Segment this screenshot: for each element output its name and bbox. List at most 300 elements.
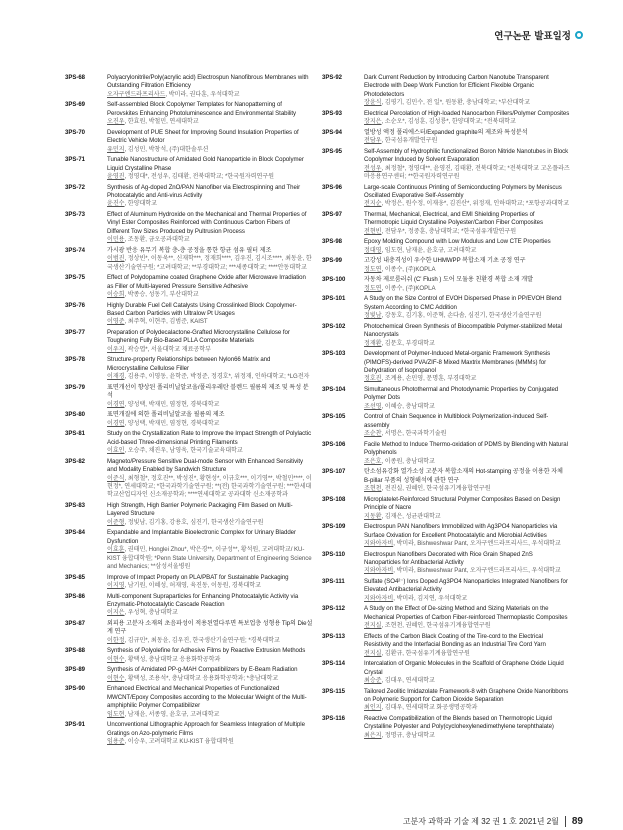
entry-affiliation: , 조동환, 금오공과대학교 (124, 236, 190, 244)
entry-title: Electrospun Nanofibers Decorated with Rice Grain Shaped ZnS Nanoparticles for Antibacterial Activity (364, 550, 533, 566)
entry-presenter: 조순찬 (364, 430, 382, 438)
entry-authors (107, 146, 313, 154)
entry-affiliation: , 권태민, Honglei Zhou*, 박은경**, 이규성**, 황석원, 고려대학교/ KU-KIST 융합대학원; *Penn State University, Department of Engineering Science and Mechanics; **삼성서울병원 (107, 546, 312, 570)
entry-code: 3PS-104 (322, 387, 346, 394)
entry-affiliation: , 강동호, 김기홍, 이준혁, 손다솜, 심진기, 한국생산기술연구원 (381, 312, 542, 320)
entry-presenter: 윤진수 (107, 200, 125, 208)
entry-authors (364, 540, 570, 548)
entry-body (364, 386, 570, 411)
entry-authors (364, 513, 570, 521)
entry-code: 3PS-70 (65, 129, 86, 136)
entry-authors (107, 546, 313, 571)
entry-code: 3PS-96 (322, 184, 343, 191)
entry-presenter: 조은호 (364, 457, 382, 465)
entry-authors (107, 609, 313, 617)
entry-body (107, 329, 313, 354)
program-entry (322, 211, 570, 236)
entry-body (364, 74, 570, 108)
entry-presenter: 전지순 (364, 200, 382, 208)
entry-body (364, 276, 570, 293)
entry-affiliation: , 남기원, 이혜성, 허재영, 육진동, 이동원, 경북대학교 (124, 581, 261, 589)
entry-affiliation: , 조현천, 권혜인, 한국섬유기계융합연구원 (381, 622, 491, 630)
entry-presenter: 이지은 (107, 609, 125, 617)
entry-body (107, 156, 313, 181)
entry-title: 열방성 액정 폴리에스터/Expanded graphite의 제조와 특성분석 (364, 128, 528, 136)
entry-body (107, 101, 313, 126)
entry-authors (107, 738, 313, 746)
entry-authors (364, 430, 570, 438)
entry-code: 3PS-92 (322, 75, 343, 81)
entry-authors (107, 173, 313, 181)
entry-body (364, 413, 570, 438)
program-entry (322, 468, 570, 493)
program-entry (65, 302, 313, 327)
entry-authors (107, 656, 313, 664)
program-entry (322, 633, 570, 658)
entry-presenter: 최인지 (364, 704, 382, 712)
entry-body (364, 551, 570, 576)
entry-body (364, 496, 570, 521)
entry-authors (364, 732, 570, 740)
entry-authors (364, 118, 570, 126)
right-column (322, 74, 570, 742)
entry-authors (364, 340, 570, 348)
entry-body (364, 257, 570, 274)
entry-affiliation: , 김용주, 이영동, 윤학준, 박정준, 정경호*, 위정재, 인하대학교; *LG전자 (124, 373, 310, 381)
program-entry (322, 276, 570, 293)
entry-affiliation: , 정상빈*, 이동욱**, 신재학***, 정재희****, 김우진, 김시조****, 최동윤, 한국생산기술연구원; *고려대학교; **부경대학교; ***세종대학교; ****안동대학교 (107, 255, 312, 271)
entry-title: Electrospun PAN Nanofibers Immobilized with Ag3PO4 Nanoparticles via Surface Oxivation for Excellent Photocatalytic and Microbial Activities (364, 523, 558, 539)
footer-divider (565, 816, 566, 827)
entry-affiliation: , 이종수, (주)KOPLA (381, 284, 436, 292)
program-entry (322, 257, 570, 274)
entry-authors (364, 285, 570, 293)
entry-code: 3PS-82 (65, 458, 86, 465)
entry-body (107, 593, 313, 618)
entry-title: Self-assembled Block Copolymer Templates for Nanopatterning of Perovskites Enhancing Photoluminescence and Environmental Stability (107, 101, 297, 117)
entry-presenter: 정대영 (364, 246, 382, 254)
entry-code: 3PS-89 (65, 667, 86, 674)
entry-title: Self-Assembly of Hydrophilic functionalized Boron Nitride Nanotubes in Block Copolymer Induced by Solvent Evaporation (364, 147, 569, 164)
entry-affiliation: , 최형철*, 정호진**, 박성진*, 황현성*, 이규호***, 이기영**, 박철민****, 이현정*, 연세대학교; *한국과학기술연구원; **(전) 한국과학기술연구원; ***한세대학교산업디자인 신소재공학과; ****연세대학교 공과대학 신소재공학과 (107, 474, 312, 499)
entry-authors (107, 255, 313, 272)
entry-title: Facile Method to Induce Thermo-oxidation of PDMS by Blending with Natural Polyphenols (364, 440, 568, 457)
program-entry (65, 156, 313, 181)
entry-body (364, 660, 570, 685)
entry-presenter: 이한정 (107, 636, 125, 644)
entry-presenter: 지동환 (364, 512, 382, 520)
entry-affiliation: , 임도현, 남재윤, 윤호규, 고려대학교 (381, 246, 477, 254)
entry-affiliation: , 김환규, 한국섬유기계융합연구원 (381, 649, 470, 657)
entry-presenter: 임용준 (107, 737, 125, 745)
entry-body (107, 529, 313, 571)
entry-authors (107, 401, 313, 409)
entry-code: 3PS-79 (65, 384, 86, 391)
program-entry (65, 502, 313, 527)
entry-authors (364, 312, 570, 320)
program-entry (322, 578, 570, 603)
entry-title: Development of Polymer-Induced Metal-organic Framework Synthesis (PIMOFS)-derived PVA/ZIF-8 Mixed Maxtrix Membranes (MMMs) for Dehydration of Isopropanol (364, 350, 551, 375)
entry-body (107, 129, 313, 154)
entry-affiliation: , 최정철*, 정영대**, 윤영진, 김태환, 전북대학교; *전북대학교 고온플라즈마응용연구센터; **한국원자력연구원 (364, 164, 570, 181)
entry-affiliation: , 김대우, 연세대학교 (381, 676, 435, 684)
entry-code: 3PS-116 (322, 715, 346, 722)
program-entry (65, 384, 313, 409)
program-entry (322, 605, 570, 630)
entry-presenter: 이범진 (107, 255, 125, 263)
program-entry (322, 413, 570, 438)
entry-code: 3PS-111 (322, 578, 345, 585)
entry-presenter: 이영준 (107, 318, 125, 326)
program-entry (322, 295, 570, 320)
entry-code: 3PS-100 (322, 277, 346, 284)
entry-title: Effect of Aluminum Hydroxide on the Mechanical and Thermal Properties of Vinyl Ester Composites Reinforced with Continuous Carbon Fibers of Different Tow Sizes Produced by Pultrusion Process (107, 211, 307, 235)
program-entry (65, 211, 313, 245)
entry-title: 고강성 내충격성이 우수한 UHMWPP 복합소재 기초 공정 연구 (364, 257, 526, 265)
entry-code: 3PS-81 (65, 431, 86, 438)
entry-body (107, 685, 313, 719)
entry-authors (107, 373, 313, 381)
entry-presenter: 조선영 (364, 402, 382, 410)
entry-body (107, 502, 313, 527)
entry-code: 3PS-75 (65, 275, 86, 282)
entry-body (364, 350, 570, 384)
entry-code: 3PS-107 (322, 469, 346, 476)
entry-presenter: 이민용 (107, 236, 125, 244)
left-column (65, 74, 313, 749)
entry-body (364, 211, 570, 236)
entry-authors (364, 403, 570, 411)
program-entry (322, 688, 570, 713)
program-entry (65, 184, 313, 209)
entry-title: Effects of the Carbon Black Coating of the Tire-cord to the Electrical Resistivity and the Interfacial Bonding as an Industrial Tire Cord Yarn (364, 632, 546, 649)
entry-affiliation: , 김문호, 부경대학교 (381, 339, 435, 347)
entry-affiliation: , 이승우, 고려대학교 KU-KIST 융합대학원 (124, 737, 234, 745)
entry-body (107, 666, 313, 683)
entry-affiliation: , 정빛남, 김기홍, 강용호, 심진기, 한국생산기술연구원 (124, 518, 264, 526)
entry-title: Photochemical Green Synthesis of Biocompatible Polymer-stabilized Metal Nanocrystals (364, 322, 562, 339)
entry-title: Tailored Zeolitic Imidazolate Framework-8 with Graphene Oxide Nanoribbons on Polymeric Support for Carbon Dioxide Separation (364, 687, 569, 703)
entry-affiliation: , 서명은, 한국과학기술원 (381, 430, 447, 438)
entry-authors (364, 375, 570, 383)
entry-body (364, 523, 570, 548)
entry-affiliation: , 남재윤, 서종영, 윤호규, 고려대학교 (124, 710, 220, 718)
entry-code: 3PS-94 (322, 129, 343, 136)
program-entry (322, 74, 570, 108)
program-entry (65, 647, 313, 664)
entry-presenter: 전지실 (364, 649, 382, 657)
entry-authors (364, 228, 570, 236)
entry-affiliation: , 양성택, 박재민, 염정현, 경북대학교 (124, 419, 220, 427)
entry-body (107, 211, 313, 245)
entry-code: 3PS-109 (322, 524, 346, 531)
entry-affiliation: , 양성택, 박재민, 염정현, 경북대학교 (124, 400, 220, 408)
entry-authors (364, 247, 570, 255)
entry-code: 3PS-87 (65, 620, 86, 627)
program-entry (65, 274, 313, 299)
entry-title: Tunable Nanostructure of Amidated Gold Nanoparticle in Block Copolymer Liquid Crystalline Phase (107, 156, 304, 172)
entry-title: A Study on the Size Control of EVOH Dispersed Phase in PP/EVOH Blend System According to CMC Addition (364, 295, 562, 311)
entry-body (364, 633, 570, 658)
program-entry (322, 441, 570, 466)
entry-code: 3PS-97 (322, 212, 343, 219)
entry-code: 3PS-91 (65, 722, 86, 729)
program-entry (65, 458, 313, 500)
program-entry (322, 715, 570, 740)
entry-title: Development of PUE Sheet for Improving Sound Insulation Properties of Electric Vehicle Motor (107, 128, 299, 145)
entry-code: 3PS-76 (65, 302, 86, 309)
entry-body (107, 302, 313, 327)
entry-presenter: 윤영진 (107, 173, 125, 181)
entry-body (107, 721, 313, 746)
entry-authors (107, 346, 313, 354)
entry-presenter: 정도연 (364, 284, 382, 292)
entry-presenter: 전담우 (364, 137, 382, 145)
entry-code: 3PS-72 (65, 184, 86, 191)
entry-affiliation: , 박정은, 원수정, 이재웅*, 김진산*, 위정재, 인하대학교; *포항공과대학교 (381, 200, 570, 208)
entry-code: 3PS-105 (322, 414, 346, 421)
entry-affiliation: , 조계용, 손민영, 문명훈, 부경대학교 (381, 375, 477, 383)
entry-affiliation: , 전담우*, 정중훈, 충남대학교; *한국섬유개발연구원 (381, 227, 517, 235)
entry-presenter: 임도현 (107, 710, 125, 718)
entry-title: Large-scale Continuous Printing of Semiconducting Polymers by Meniscus Oscillated Evaporative Self-Assembly (364, 183, 562, 200)
circle-icon (575, 31, 583, 39)
entry-title: Highly Durable Fuel Cell Catalysts Using Crosslinked Block Copolymer-Based Carbon Particles with Ultralow Pt Usages (107, 301, 297, 318)
program-entry (65, 411, 313, 428)
entry-code: 3PS-80 (65, 412, 86, 419)
entry-authors (107, 91, 313, 99)
entry-code: 3PS-113 (322, 633, 346, 640)
entry-body (107, 356, 313, 381)
entry-presenter: 오진우 (107, 118, 125, 126)
program-entry (65, 593, 313, 618)
entry-title: Multi-component Supraparticles for Enhancing Photocatalytic Activity via Enzymatic-Photocatalytic Cascade Reaction (107, 592, 299, 608)
entry-authors (107, 447, 313, 455)
entry-presenter: 조현천 (364, 485, 382, 493)
program-entry (322, 184, 570, 209)
entry-code: 3PS-110 (322, 551, 346, 558)
entry-title: Reactive Compatibilization of the Blends based on Thermotropic Liquid Crystalline Polyester and Poly(cyclohexylenedimethylene terephthalate) (364, 714, 554, 731)
entry-presenter: 이현수 (107, 674, 125, 682)
entry-authors (107, 637, 313, 645)
entry-code: 3PS-77 (65, 330, 86, 337)
entry-authors (364, 458, 570, 466)
entry-authors (364, 595, 570, 603)
entry-code: 3PS-90 (65, 686, 86, 693)
program-entry (322, 129, 570, 146)
entry-title: Intercalation of Organic Molecules in the Scaffold of Graphene Oxide Liquid Crystal (364, 660, 564, 676)
entry-title: Structure-property Relationships between Nylon66 Matrix and Microcrystalline Cellulose Filler (107, 356, 271, 372)
entry-code: 3PS-86 (65, 593, 86, 600)
program-entry (65, 685, 313, 719)
entry-code: 3PS-69 (65, 102, 86, 109)
entry-title: Polyacrylonitrile/Poly(acrylic acid) Electrospun Nanofibrous Membranes with Outstanding Filtration Efficiency (107, 74, 309, 90)
entry-title: Enhanced Electrical and Mechanical Properties of Functionalized MWCNT/Epoxy Composites according to the Molecular Weight of the Multi-amphiphilic Polymer Compatibilizer (107, 685, 307, 710)
entry-body (107, 574, 313, 591)
entry-presenter: 전현빈 (364, 227, 382, 235)
journal-info: 고분자 과학과 기술 제 32 권 1 호 2021년 2월 (402, 817, 559, 826)
entry-affiliation: , 김규민*, 최동윤, 김우진, 한국생산기술연구원; *경북대학교 (124, 636, 280, 644)
entry-affiliation: , 한효원, 박철민, 연세대학교 (124, 118, 199, 126)
entry-body (107, 384, 313, 409)
entry-code: 3PS-102 (322, 323, 346, 330)
program-entry (65, 356, 313, 381)
entry-presenter: 최승준 (364, 676, 382, 684)
entry-body (107, 458, 313, 500)
program-entry (65, 529, 313, 571)
entry-presenter: 전성우 (364, 164, 382, 172)
entry-authors (107, 200, 313, 208)
entry-body (107, 184, 313, 209)
page-number: 89 (571, 816, 583, 827)
entry-title: 탄소섬유강화 열가소성 고분자 복합소재의 Hot-stamping 공정을 이용한 자체 B-pillar 부품의 성형해석에 관한 연구 (364, 468, 563, 484)
entry-presenter: 유민지 (107, 145, 125, 153)
entry-affiliation: , 곽승엽*, 서울대학교 재료공학부 (124, 345, 211, 353)
program-entry (322, 660, 570, 685)
entry-title: Epoxy Molding Compound with Low Modulus and Low CTE Properties (364, 238, 551, 246)
entry-affiliation: , 박종승, 성동기, 부산대학교 (124, 291, 199, 299)
entry-code: 3PS-108 (322, 496, 346, 503)
entry-affiliation: , 김재은, 성균관대학교 (381, 512, 441, 520)
entry-authors (107, 711, 313, 719)
entry-authors (107, 291, 313, 299)
entry-affiliation: , 박미라, 김지연, 우석대학교 (393, 594, 468, 602)
entry-title: Control of Chain Sequence in Multiblock Polymerization-induced Self-assembly (364, 413, 549, 429)
entry-affiliation: , 오승주, 채진우, 남영욱, 한국기술교육대학교 (124, 447, 243, 455)
entry-authors (364, 200, 570, 208)
entry-body (107, 620, 313, 645)
entry-affiliation: , 황택성, 충남대학교 응용화학공학과 (124, 655, 221, 663)
entry-code: 3PS-115 (322, 688, 346, 695)
entry-body (364, 110, 570, 127)
entry-affiliation: , 박미라, 권다훈, 우석대학교 (165, 90, 240, 98)
entry-presenter: 이지영 (107, 581, 125, 589)
entry-authors (364, 485, 570, 493)
entry-title: Improve of Impact Property on PLA/PBAT for Sustainable Packaging (107, 573, 289, 581)
entry-body (364, 129, 570, 146)
entry-presenter: 정도연 (364, 265, 382, 273)
program-entry (65, 101, 313, 126)
entry-authors (107, 675, 313, 683)
entry-code: 3PS-78 (65, 357, 86, 364)
program-entry (322, 496, 570, 521)
entry-authors (364, 622, 570, 630)
program-entry (322, 148, 570, 182)
entry-presenter: 지와아자비 (364, 567, 394, 575)
entry-presenter: 지와아자비 (364, 594, 394, 602)
entry-affiliation: , 소순오*, 김성훈, 김성룡*, 한양대학교; *전북대학교 (381, 118, 516, 126)
page-header (494, 28, 583, 42)
entry-authors (107, 519, 313, 527)
entry-code: 3PS-95 (322, 148, 343, 155)
entry-title: A Study on the Effect of De-sizing Method and Sizing Materials on the Mechanical Properties of Carbon Fiber-reinforced Thermoplastic Composites (364, 605, 568, 621)
entry-body (364, 323, 570, 348)
entry-code: 3PS-68 (65, 75, 86, 81)
entry-code: 3PS-88 (65, 648, 86, 655)
entry-title: Microplatelet-Reinforced Structural Polymer Composites Based on Design Principle of Nacre (364, 495, 561, 512)
entry-body (107, 247, 313, 272)
entry-title: 외피용 고분자 소재의 초음파성이 적용된열다루면 특보업층 성형용 Tip의 Die설계 연구 (107, 619, 313, 636)
entry-code: 3PS-106 (322, 441, 346, 448)
entry-code: 3PS-101 (322, 296, 346, 303)
entry-body (107, 647, 313, 664)
entry-body (364, 578, 570, 603)
entry-title: 자동차 제로룸러쉬 (C' Flush ) 도어 모듈용 친환경 복합 소재 개발 (364, 276, 533, 284)
entry-presenter: 이효훈 (107, 546, 125, 554)
entry-code: 3PS-98 (322, 239, 343, 246)
entry-code: 3PS-114 (322, 661, 346, 668)
entry-presenter: 이승희 (107, 291, 125, 299)
entry-title: Effect of Polydopamine coated Graphene Oxide after Microwave Irradiation as Filler of Multi-layered Pressure Sensitive Adhesive (107, 274, 306, 290)
program-entry (65, 329, 313, 354)
entry-affiliation: , 박미라, Bishweshwar Pant, 오자구엔드라프리사드, 우석대학교 (393, 539, 561, 547)
entry-code: 3PS-84 (65, 530, 86, 537)
program-entry (322, 350, 570, 384)
entry-presenter: 이준식 (107, 474, 125, 482)
entry-title: Synthesis of Polyolefine for Adhesive Films by Reactive Extrusion Methods (107, 647, 306, 655)
entry-presenter: 장지은 (364, 118, 382, 126)
entry-title: Synthesis of Ag-doped ZnO/PAN Nanofiber via Electrospinning and Their Photocatalytic and Anti-virus Activity (107, 183, 301, 200)
entry-presenter: 장윤식 (364, 99, 382, 107)
entry-code: 3PS-73 (65, 212, 86, 219)
entry-authors (364, 567, 570, 575)
entry-code: 3PS-112 (322, 606, 346, 613)
entry-code: 3PS-85 (65, 574, 86, 581)
entry-title: High Strength, High Barrier Polymeric Packaging Film Based on Multi-Layered Structure (107, 501, 293, 518)
entry-presenter: 지와아자비 (364, 539, 394, 547)
entry-body (364, 468, 570, 493)
entry-title: Unconventional Lithographic Approach for Seamless Integration of Multiple Gratings on Azo-polymeric Films (107, 721, 305, 737)
entry-body (364, 184, 570, 209)
page-footer (403, 816, 583, 827)
entry-code: 3PS-83 (65, 502, 86, 509)
entry-code: 3PS-103 (322, 351, 346, 358)
entry-authors (364, 137, 570, 145)
entry-code: 3PS-93 (322, 110, 343, 117)
entry-affiliation: , 우성혁, 충남대학교 (124, 609, 178, 617)
program-entry (65, 721, 313, 746)
entry-affiliation: , 황택성, 조용석*, 충남대학교 응용화학공학과; *충남대학교 (124, 674, 279, 682)
entry-authors (107, 118, 313, 126)
entry-authors (107, 236, 313, 244)
entry-affiliation: , 김대우, 연세대학교 화공생명공학과 (381, 704, 478, 712)
entry-affiliation: , 이혜승, 충남대학교 (381, 402, 435, 410)
entry-affiliation: , 최주혁, 이현주, 김범준, KAIST (124, 318, 208, 326)
entry-presenter: 정재환 (364, 339, 382, 347)
entry-affiliation: , 김성민, 박창석, (주)대한솔루션 (124, 145, 209, 153)
entry-body (364, 238, 570, 255)
program-entry (322, 386, 570, 411)
entry-title: Preparation of Polydecalactone-Grafted Microcrystalline Cellulose for Toughening Fully Bio-Based PLLA Composite Materials (107, 329, 290, 345)
entry-title: Synthesis of Amidated PP-g-MAH Compatibilizers by E-Beam Radiation (107, 666, 298, 674)
program-entry (322, 551, 570, 576)
entry-authors (364, 266, 570, 274)
entry-affiliation: , 김평기, 김민수, 전 일*, 원동환, 충남대학교; *부산대학교 (381, 99, 531, 107)
entry-presenter: 이준형 (107, 518, 125, 526)
entry-presenter: 최은지 (364, 731, 382, 739)
entry-presenter: 이우지 (107, 345, 125, 353)
program-entry (65, 666, 313, 683)
entry-affiliation: , 전진실, 권혜인, 한국섬유기계융합연구원 (381, 485, 491, 493)
entry-title: Dark Current Reduction by Introducing Carbon Nanotube Transparent Electrode with Deep Work Function for Efficient Flexible Organic Photodetectors (364, 74, 549, 98)
entry-title: 가시광 반응 유무기 복합 층-층 공정을 통한 항균 섬유 필터 제조 (107, 246, 272, 254)
entry-presenter: 이현수 (107, 655, 125, 663)
program-entry (65, 129, 313, 154)
entry-authors (107, 318, 313, 326)
entry-title: Study on the Crystallization Rate to Improve the Impact Strength of Polylactic Acid-based Three-dimensional Printing Filaments (107, 430, 312, 446)
entry-presenter: 정호진 (364, 375, 382, 383)
program-entry (65, 430, 313, 455)
